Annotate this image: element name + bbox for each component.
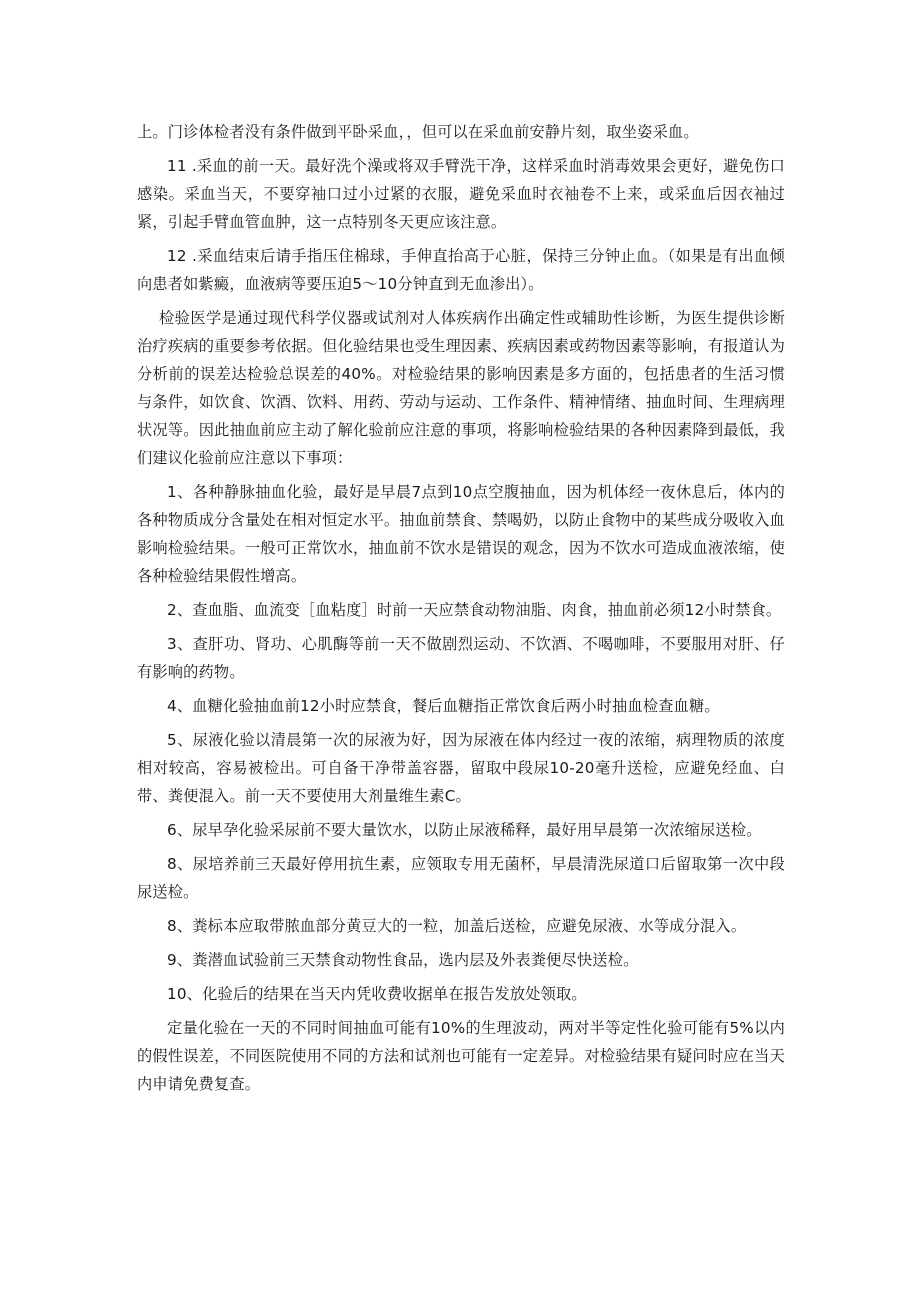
- paragraph-note-6: 6、尿早孕化验采尿前不要大量饮水，以防止尿液稀释，最好用早晨第一次浓缩尿送检。: [167, 821, 762, 839]
- paragraph-item-12: 12 .采血结束后请手指压住棉球，手伸直抬高于心脏，保持三分钟止血。（如果是有出血倾向患者如紫癜，血液病等要压迫5～10分钟直到无血渗出）。: [137, 247, 785, 293]
- paragraph-note-10: 10、化验后的结果在当天内凭收费收据单在报告发放处领取。: [167, 985, 587, 1003]
- paragraph-conclusion: 定量化验在一天的不同时间抽血可能有10%的生理波动，两对半等定性化验可能有5%以内的假性误差，不同医院使用不同的方法和试剂也可能有一定差异。对检验结果有疑问时应在当天内申请免费复查。: [137, 1019, 785, 1093]
- paragraph-note-5: 5、尿液化验以清晨第一次的尿液为好，因为尿液在体内经过一夜的浓缩，病理物质的浓度相对较高，容易被检出。可自备干净带盖容器，留取中段尿10-20毫升送检，应避免经血、白带、粪便混入。前一天不要使用大剂量维生素C。: [137, 731, 785, 805]
- paragraph-note-9: 9、粪潜血试验前三天禁食动物性食品，选内层及外表粪便尽快送检。: [167, 951, 639, 969]
- paragraph-item-11: 11 .采血的前一天。最好洗个澡或将双手臂洗干净，这样采血时消毒效果会更好，避免伤口感染。采血当天，不要穿袖口过小过紧的衣服，避免采血时衣袖卷不上来，或采血后因衣袖过紧，引起手臂血管血肿，这一点特别冬天更应该注意。: [137, 157, 785, 231]
- paragraph-note-2: 2、查血脂、血流变［血粘度］时前一天应禁食动物油脂、肉食，抽血前必须12小时禁食。: [167, 601, 782, 619]
- paragraph-note-1: 1、各种静脉抽血化验，最好是早晨7点到10点空腹抽血，因为机体经一夜休息后，体内的各种物质成分含量处在相对恒定水平。抽血前禁食、禁喝奶，以防止食物中的某些成分吸收入血影响检验结果。一般可正常饮水，抽血前不饮水是错误的观念，因为不饮水可造成血液浓缩，使各种检验结果假性增高。: [137, 483, 785, 585]
- paragraph-note-8b: 8、粪标本应取带脓血部分黄豆大的一粒，加盖后送检，应避免尿液、水等成分混入。: [167, 917, 747, 935]
- paragraph-note-4: 4、血糖化验抽血前12小时应禁食，餐后血糖指正常饮食后两小时抽血检查血糖。: [167, 697, 720, 715]
- paragraph-note-3: 3、查肝功、肾功、心肌酶等前一天不做剧烈运动、不饮酒、不喝咖啡，不要服用对肝、仔有影响的药物。: [137, 635, 785, 681]
- document-page: [137, 118, 785, 1098]
- paragraph-intro: 检验医学是通过现代科学仪器或试剂对人体疾病作出确定性或辅助性诊断，为医生提供诊断治疗疾病的重要参考依据。但化验结果也受生理因素、疾病因素或药物因素等影响，有报道认为分析前的误差达检验总误差的40%。对检验结果的影响因素是多方面的，包括患者的生活习惯与条件，如饮食、饮酒、饮料、用药、劳动与运动、工作条件、精神情绪、抽血时间、生理病理状况等。因此抽血前应主动了解化验前应注意的事项，将影响检验结果的各种因素降到最低，我们建议化验前应注意以下事项：: [137, 309, 785, 467]
- paragraph-note-8a: 8、尿培养前三天最好停用抗生素，应领取专用无菌杯，早晨清洗尿道口后留取第一次中段尿送检。: [137, 855, 785, 901]
- paragraph-continuation: 上。门诊体检者没有条件做到平卧采血，，但可以在采血前安静片刻，取坐姿采血。: [137, 123, 699, 141]
